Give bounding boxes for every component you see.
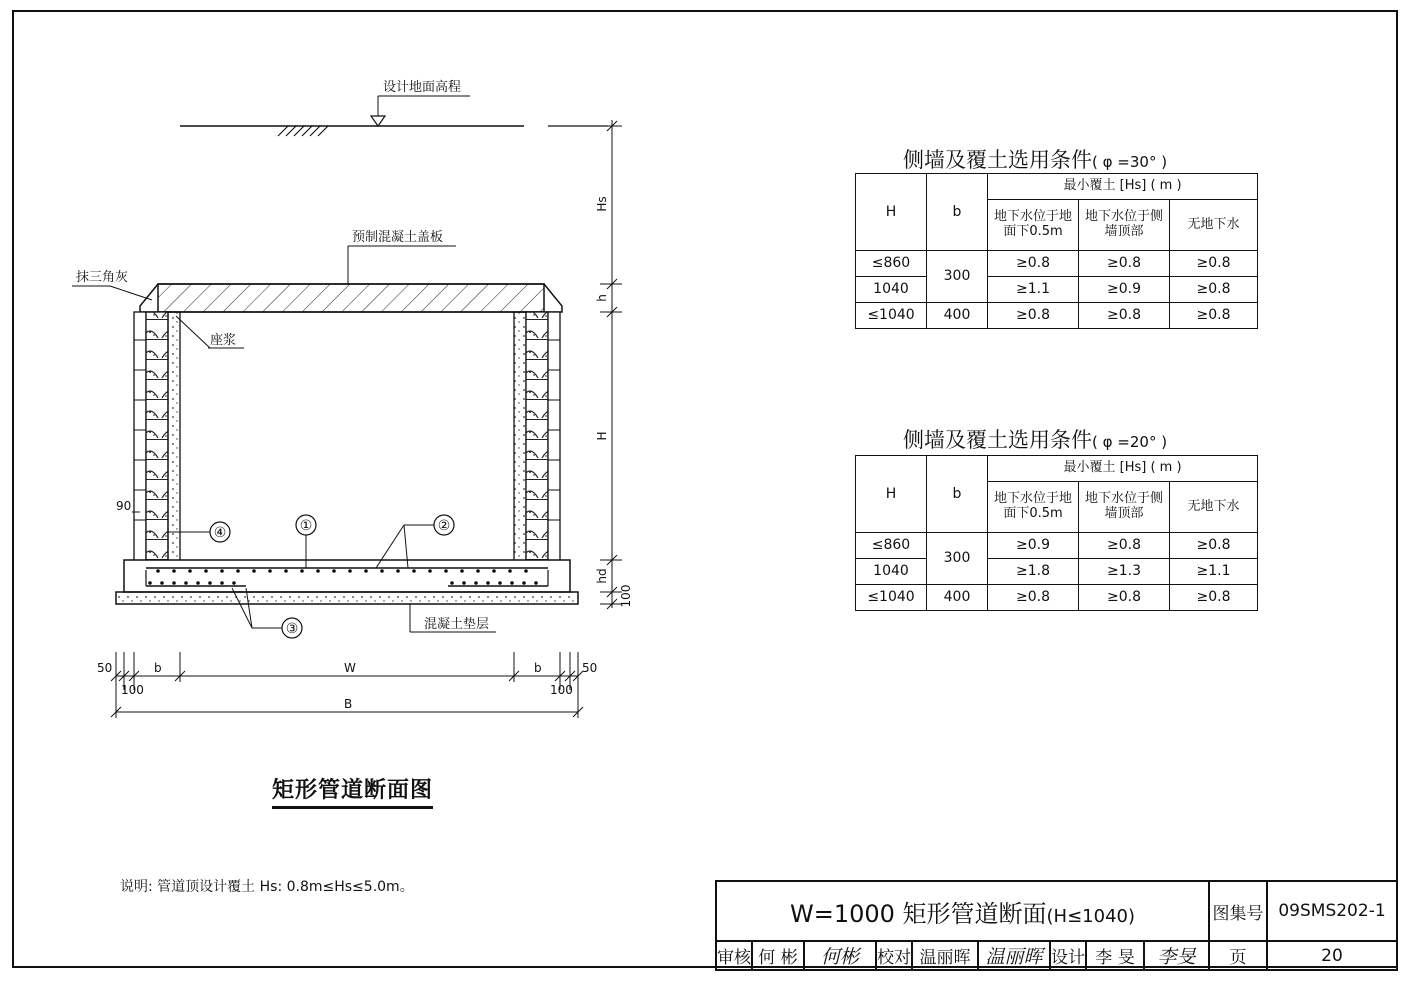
- table-row: ≤1040 400 ≥0.8 ≥0.8 ≥0.8: [856, 303, 1258, 329]
- check-label: 校对: [876, 941, 912, 970]
- col-b-header: b: [927, 174, 988, 251]
- min-cover-header: 最小覆土 [Hs] ( m ): [988, 456, 1258, 482]
- designer-signature: 李旻: [1144, 941, 1209, 970]
- dim-h-small: h: [595, 294, 609, 302]
- dim-100-left: 100: [121, 683, 144, 697]
- page-number: 20: [1267, 941, 1397, 970]
- table-row: 1040 ≥1.8 ≥1.3 ≥1.1: [856, 559, 1258, 585]
- dim-b-right: b: [534, 661, 542, 675]
- dim-90: 90: [116, 499, 132, 513]
- sub-header-3: 无地下水: [1170, 200, 1258, 251]
- right-wall: [514, 312, 560, 562]
- dim-hd: hd: [595, 568, 609, 584]
- dim-B: B: [344, 697, 353, 711]
- cover-slab: [140, 284, 562, 312]
- dim-b-left: b: [154, 661, 162, 675]
- table-row: ≤860 300 ≥0.9 ≥0.8 ≥0.8: [856, 533, 1258, 559]
- review-label: 审核: [716, 941, 752, 970]
- sub-header-2: 地下水位于侧墙顶部: [1079, 200, 1170, 251]
- reviewer-signature: 何彬: [804, 941, 876, 970]
- base-slab: [124, 560, 570, 592]
- col-h-header: H: [856, 174, 927, 251]
- left-wall: [134, 312, 180, 562]
- dim-h-big: H: [595, 431, 609, 441]
- atlas-label: 图集号: [1209, 881, 1267, 941]
- dim-100-vertical: 100: [619, 584, 633, 608]
- table-1-title: 侧墙及覆土选用条件( φ =30° ): [903, 148, 1168, 172]
- dim-w: W: [344, 661, 356, 675]
- checker-name: 温丽晖: [912, 941, 978, 970]
- table-2-title: 侧墙及覆土选用条件( φ =20° ): [903, 428, 1168, 452]
- svg-text:①: ①: [299, 518, 313, 534]
- table-1: [855, 173, 1258, 329]
- table-row: ≤860 300 ≥0.8 ≥0.8 ≥0.8: [856, 251, 1258, 277]
- sub-header-1: 地下水位于地面下0.5m: [988, 482, 1079, 533]
- mortar-label: 座浆: [210, 333, 237, 348]
- title-block: [715, 880, 1398, 968]
- sheet-title: W=1000 矩形管道断面(H≤1040): [716, 881, 1209, 941]
- checker-signature: 温丽晖: [978, 941, 1050, 970]
- concrete-cushion: [116, 592, 578, 604]
- col-b-header: b: [927, 456, 988, 533]
- sub-header-1: 地下水位于地面下0.5m: [988, 200, 1079, 251]
- ground-elevation-label: 设计地面高程: [383, 80, 462, 95]
- dim-50-left: 50: [97, 661, 113, 675]
- page-label: 页: [1209, 941, 1267, 970]
- designer-name: 李 旻: [1086, 941, 1144, 970]
- elevation-symbol: [371, 96, 470, 126]
- dim-hs: Hs: [595, 196, 609, 212]
- dim-100-right: 100: [550, 683, 573, 697]
- table-row: 1040 ≥1.1 ≥0.9 ≥0.8: [856, 277, 1258, 303]
- design-note: 说明: 管道顶设计覆土 Hs: 0.8m≤Hs≤5.0m。: [120, 879, 414, 895]
- table-row: ≤1040 400 ≥0.8 ≥0.8 ≥0.8: [856, 585, 1258, 611]
- col-h-header: H: [856, 456, 927, 533]
- cushion-label: 混凝土垫层: [424, 617, 490, 632]
- sub-header-2: 地下水位于侧墙顶部: [1079, 482, 1170, 533]
- dim-50-right: 50: [582, 661, 598, 675]
- svg-text:③: ③: [285, 621, 299, 637]
- cover-slab-label: 预制混凝土盖板: [352, 230, 444, 245]
- vertical-dimension-chain: [600, 120, 622, 609]
- svg-text:④: ④: [213, 525, 227, 541]
- reviewer-name: 何 彬: [752, 941, 804, 970]
- ground-line: [180, 126, 608, 136]
- sub-header-3: 无地下水: [1170, 482, 1258, 533]
- min-cover-header: 最小覆土 [Hs] ( m ): [988, 174, 1258, 200]
- table-2: [855, 455, 1258, 611]
- fillet-label: 抹三角灰: [76, 270, 129, 285]
- drawing-title: 矩形管道断面图: [272, 773, 433, 809]
- svg-text:②: ②: [437, 518, 451, 534]
- design-label: 设计: [1050, 941, 1086, 970]
- atlas-number: 09SMS202-1: [1267, 881, 1397, 941]
